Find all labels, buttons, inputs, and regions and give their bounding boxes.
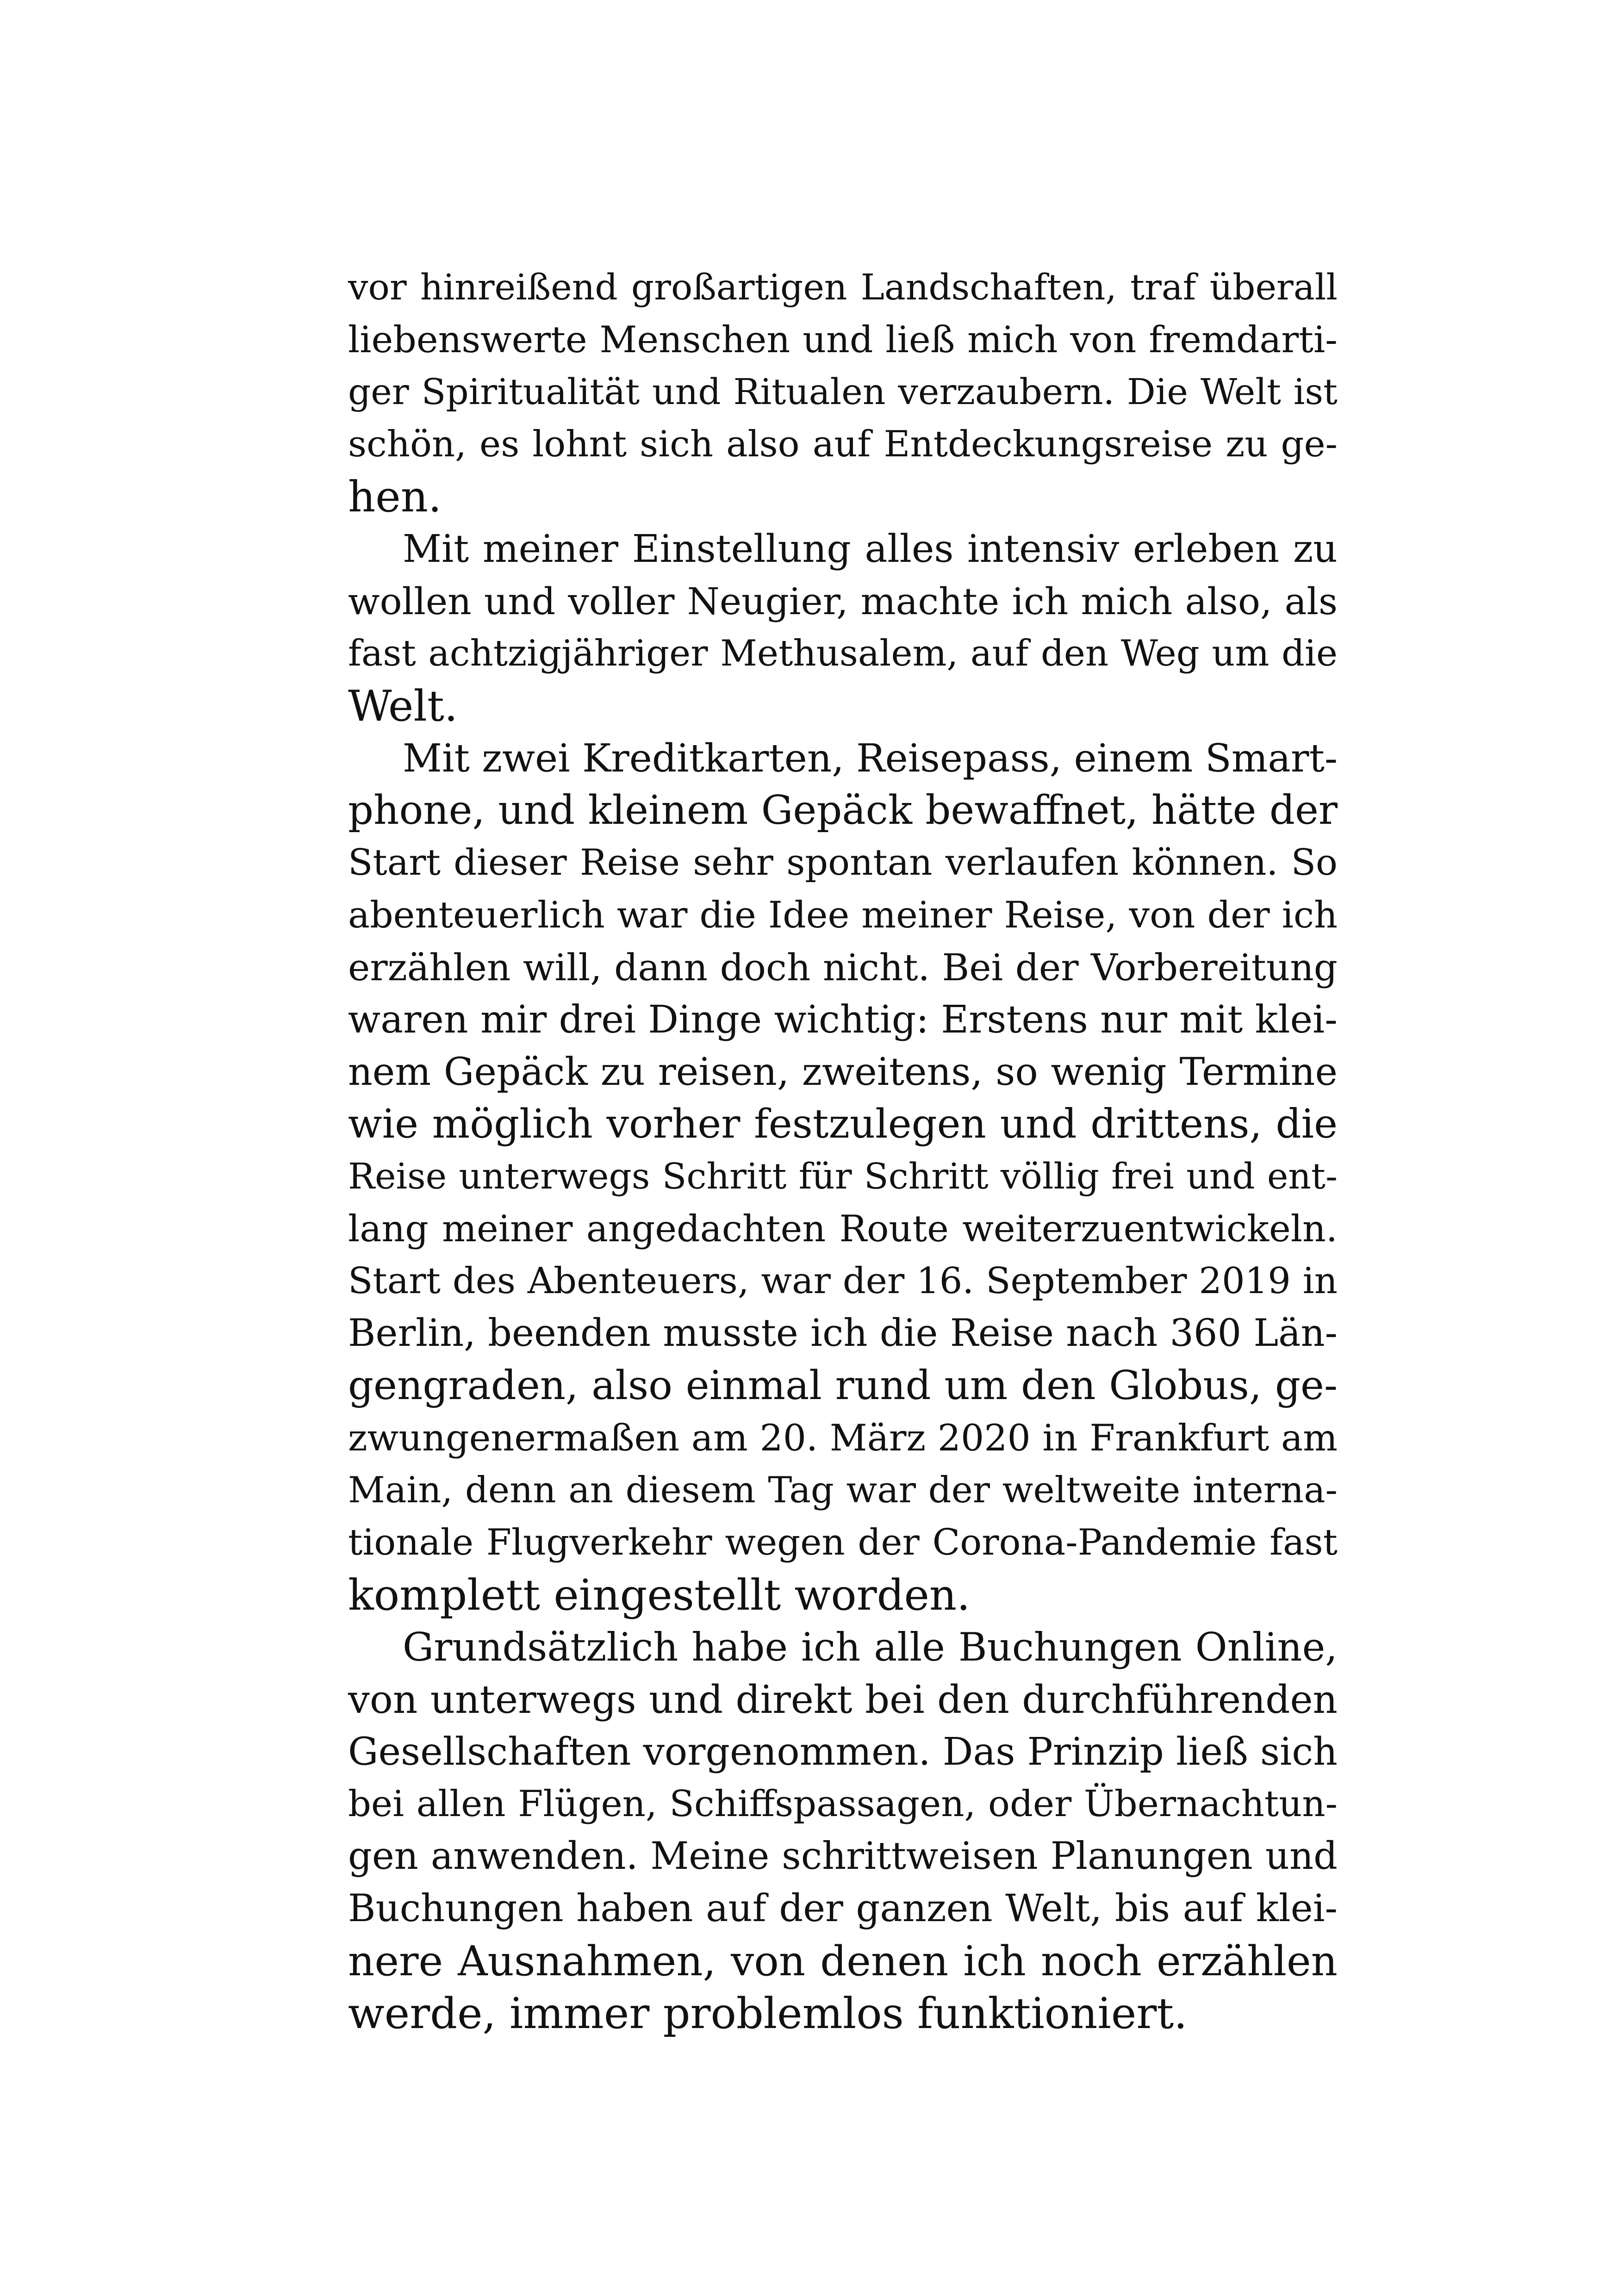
text-line: komplett eingestellt worden. xyxy=(348,1570,971,1620)
text-line: wollen und voller Neugier, machte ich mich also, als xyxy=(348,580,1338,623)
text-line: Reise unterwegs Schritt für Schritt völlig frei und ent- xyxy=(348,1156,1338,1197)
text-line: ger Spiritualität und Ritualen verzaubern. Die Welt ist xyxy=(348,372,1338,413)
text-line: von unterwegs und direkt bei den durchführenden xyxy=(348,1677,1338,1722)
text-line: wie möglich vorher festzulegen und drittens, die xyxy=(348,1101,1338,1147)
text-line: Mit zwei Kreditkarten, Reisepass, einem Smart- xyxy=(403,736,1338,781)
text-line: bei allen Flügen, Schiffspassagen, oder Übernachtun- xyxy=(348,1783,1338,1825)
text-line: Mit meiner Einstellung alles intensiv erleben zu xyxy=(403,527,1338,571)
text-line: phone, und kleinem Gepäck bewaffnet, hätte der xyxy=(348,787,1338,834)
text-line: gengraden, also einmal rund um den Globus, ge- xyxy=(348,1363,1338,1409)
text-line: fast achtzigjähriger Methusalem, auf den Weg um die xyxy=(348,633,1338,674)
text-line: nem Gepäck zu reisen, zweitens, so wenig Termine xyxy=(348,1050,1338,1094)
text-line: erzählen will, dann doch nicht. Bei der Vorbereitung xyxy=(348,946,1338,989)
text-line: waren mir drei Dinge wichtig: Erstens nur mit klei- xyxy=(348,998,1338,1042)
text-line: Start des Abenteuers, war der 16. September 2019 in xyxy=(348,1260,1338,1302)
text-line: lang meiner angedachten Route weiterzuentwickeln. xyxy=(348,1207,1338,1250)
text-line: tionale Flugverkehr wegen der Corona-Pandemie fast xyxy=(348,1522,1338,1563)
text-line: vor hinreißend großartigen Landschaften, traf überall xyxy=(348,267,1338,308)
text-line: Grundsätzlich habe ich alle Buchungen Online, xyxy=(403,1624,1338,1670)
body-text xyxy=(348,261,1338,2040)
text-line: liebenswerte Menschen und ließ mich von fremdarti- xyxy=(348,318,1338,361)
text-line: Welt. xyxy=(348,681,458,731)
text-line: nere Ausnahmen, von denen ich noch erzählen xyxy=(348,1937,1338,1985)
text-line: Gesellschaften vorgenommen. Das Prinzip ließ sich xyxy=(348,1730,1338,1774)
text-line: Start dieser Reise sehr spontan verlaufen können. So xyxy=(348,842,1338,884)
text-line: gen anwenden. Meine schrittweisen Planungen und xyxy=(348,1835,1338,1878)
text-line: zwungenermaßen am 20. März 2020 in Frankfurt am xyxy=(348,1417,1338,1459)
text-line: hen. xyxy=(348,472,442,522)
text-line: Buchungen haben auf der ganzen Welt, bis auf klei- xyxy=(348,1887,1338,1930)
text-line: werde, immer problemlos funktioniert. xyxy=(348,1989,1188,2038)
text-line: Main, denn an diesem Tag war der weltweite interna- xyxy=(348,1469,1338,1511)
text-line: abenteuerlich war die Idee meiner Reise, von der ich xyxy=(348,894,1338,936)
text-line: schön, es lohnt sich also auf Entdeckungsreise zu ge- xyxy=(348,423,1338,465)
text-line: Berlin, beenden musste ich die Reise nach 360 Län- xyxy=(348,1312,1338,1355)
